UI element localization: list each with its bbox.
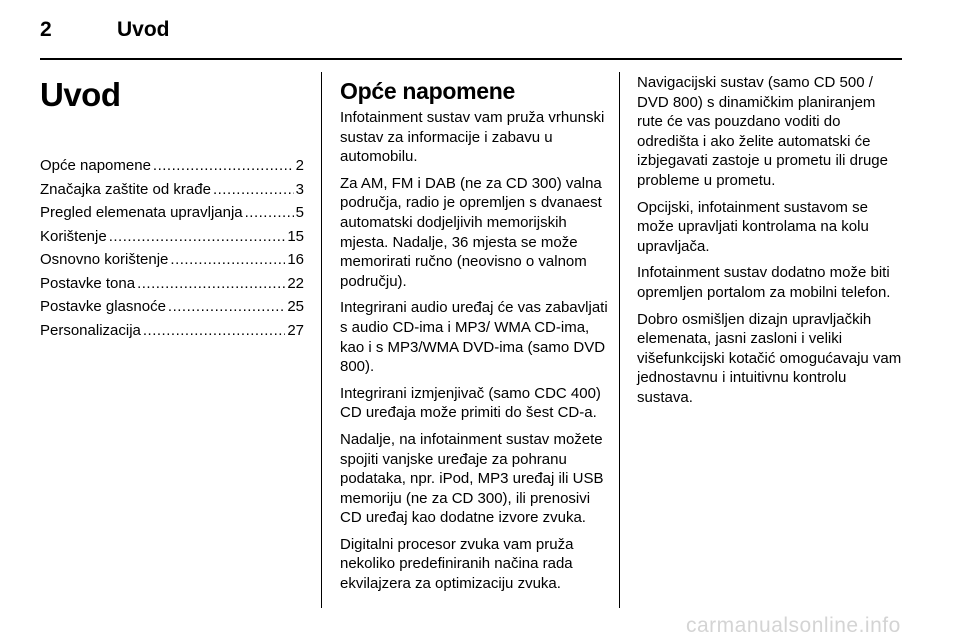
header-rule: [40, 58, 902, 60]
toc-entry[interactable]: Personalizacija ..... 27: [40, 319, 304, 343]
paragraph: Infotainment sustav dodatno može biti opremljen portalom za mobilni telefon.: [637, 264, 891, 301]
toc-entry[interactable]: Značajka zaštite od krađe ..... 3: [40, 178, 304, 202]
body-column-right: [637, 73, 905, 415]
toc-entry[interactable]: Osnovno korištenje ..... 16: [40, 248, 304, 272]
column-divider-left: [321, 72, 322, 608]
toc-column: [40, 76, 304, 342]
column-divider-right: [619, 72, 620, 608]
body-column-middle: [340, 78, 608, 601]
toc-entry[interactable]: Korištenje ..... 15: [40, 225, 304, 249]
toc-list: [40, 154, 304, 342]
section-title: Opće napomene: [340, 78, 516, 104]
paragraph: Digitalni procesor zvuka vam pruža nekoliko predefiniranih načina rada ekvilajzera za optimizaciju zvuka.: [340, 535, 574, 593]
paragraph: Navigacijski sustav (samo CD 500 / DVD 800) s dinamičkim planiranjem rute će vas pouzdano voditi do odredišta i ako želite automatski će izbjegavati zastoje u prometu ili druge probleme u prometu.: [637, 74, 888, 189]
paragraph: Infotainment sustav vam pruža vrhunski sustav za informacije i zabavu u automobilu.: [340, 109, 605, 166]
chapter-title: Uvod: [117, 18, 170, 41]
page-number: 2: [40, 18, 52, 41]
paragraph: Integrirani izmjenjivač (samo CDC 400) CD uređaja može primiti do šest CD-a.: [340, 384, 601, 422]
toc-entry[interactable]: Pregled elemenata upravljanja ..... 5: [40, 201, 304, 225]
paragraph: Dobro osmišljen dizajn upravljačkih elemenata, jasni zasloni i veliki višefunkcijski kotačić omogućavaju vam jednostavnu i intuitivnu kontrolu sustava.: [637, 310, 902, 406]
toc-entry[interactable]: Opće napomene ..... 2: [40, 154, 304, 178]
paragraph: Opcijski, infotainment sustavom se može upravljati kontrolama na kolu upravljača.: [637, 198, 869, 255]
toc-entry[interactable]: Postavke tona ..... 22: [40, 272, 304, 296]
toc-entry[interactable]: Postavke glasnoće ..... 25: [40, 295, 304, 319]
paragraph: Za AM, FM i DAB (ne za CD 300) valna područja, radio je opremljen s dvanaest automatski dodjeljivih memorijskih mjesta. Nadalje, 36 mjesta se može memorirati ručno (neovisno o valnom području).: [340, 174, 602, 290]
paragraph: Integrirani audio uređaj će vas zabavljati s audio CD-ima i MP3/ WMA CD-ima, kao i s MP3/WMA DVD-ima (samo DVD 800).: [340, 299, 608, 376]
paragraph: Nadalje, na infotainment sustav možete spojiti vanjske uređaje za pohranu podataka, npr. iPod, MP3 uređaj ili USB memoriju (ne za CD 300), ili prenosivi CD uređaj kao dodatne izvore zvuka.: [340, 430, 604, 527]
watermark: carmanualsonline.info: [686, 614, 901, 637]
toc-title: Uvod: [40, 76, 121, 113]
